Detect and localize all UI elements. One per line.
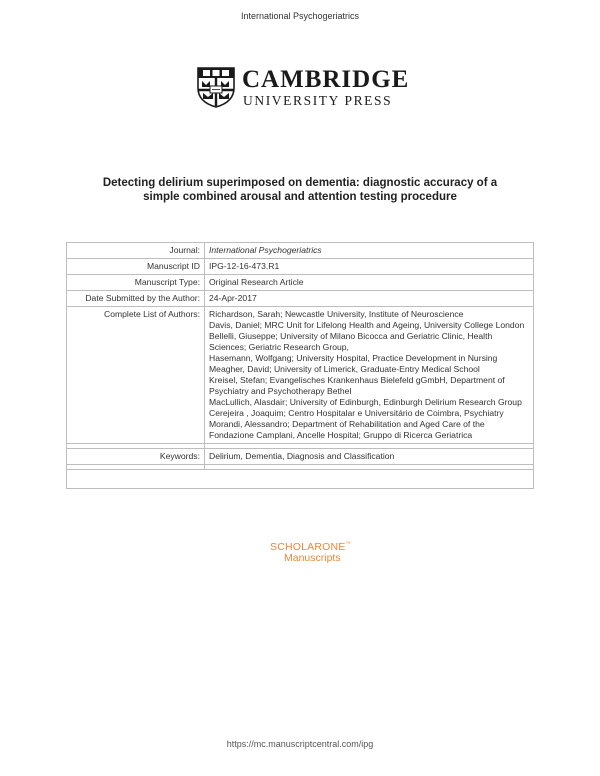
keywords-value: Delirium, Dementia, Diagnosis and Classification	[205, 449, 534, 465]
author-entry: Richardson, Sarah; Newcastle University, Institute of Neuroscience	[209, 309, 464, 319]
author-entry: Morandi, Alessandro; Department of Rehabilitation and Aged Care of the Fondazione Camplani, Ancelle Hospital; Gruppo di Ricerca Geriatrica	[209, 419, 485, 440]
manuscript-id-row	[67, 259, 534, 275]
manuscript-metadata-table	[66, 242, 534, 489]
cambridge-crest-icon	[196, 66, 236, 108]
author-entry: Davis, Daniel; MRC Unit for Lifelong Health and Ageing, University College London	[209, 320, 525, 330]
journal-label: Journal:	[67, 243, 205, 259]
scholarone-logo	[270, 541, 380, 564]
author-entry: Kreisel, Stefan; Evangelisches Krankenhaus Bielefeld gGmbH, Department of Psychiatry and Psychotherapy Bethel	[209, 375, 505, 396]
authors-label: Complete List of Authors:	[67, 307, 205, 444]
manuscript-type-row	[67, 275, 534, 291]
author-entry: Cerejeira , Joaquim; Centro Hospitalar e Universitário de Coimbra, Psychiatry	[209, 408, 504, 418]
author-entry: MacLullich, Alasdair; University of Edinburgh, Edinburgh Delirium Research Group	[209, 397, 522, 407]
author-entry: Meagher, David; University of Limerick, Graduate-Entry Medical School	[209, 364, 480, 374]
cambridge-logo	[196, 66, 416, 110]
running-header: International Psychogeriatrics	[240, 11, 360, 21]
date-submitted-row	[67, 291, 534, 307]
scholarone-subtitle: Manuscripts	[284, 552, 341, 564]
date-submitted-label: Date Submitted by the Author:	[67, 291, 205, 307]
journal-row	[67, 243, 534, 259]
empty-row	[67, 470, 534, 489]
author-entry: Bellelli, Giuseppe; University of Milano Bicocca and Geriatric Clinic, Health Sciences; Geriatric Research Group,	[209, 331, 493, 352]
manuscript-id-label: Manuscript ID	[67, 259, 205, 275]
trademark-symbol: ™	[345, 541, 351, 547]
keywords-row	[67, 449, 534, 465]
keywords-label: Keywords:	[67, 449, 205, 465]
paper-title: Detecting delirium superimposed on dementia: diagnostic accuracy of a simple combined arousal and attention testing procedure	[102, 177, 498, 203]
footer-url: https://mc.manuscriptcentral.com/ipg	[226, 739, 374, 749]
author-entry: Hasemann, Wolfgang; University Hospital, Practice Development in Nursing	[209, 353, 498, 363]
journal-value: International Psychogeriatrics	[205, 243, 534, 259]
publisher-subname: UNIVERSITY PRESS	[243, 93, 393, 108]
date-submitted-value: 24-Apr-2017	[205, 291, 534, 307]
authors-value	[205, 307, 534, 444]
scholarone-name: SCHOLARONE	[270, 541, 346, 553]
manuscript-id-value: IPG-12-16-473.R1	[205, 259, 534, 275]
manuscript-type-value: Original Research Article	[205, 275, 534, 291]
publisher-name: CAMBRIDGE	[242, 66, 410, 93]
authors-row	[67, 307, 534, 444]
manuscript-type-label: Manuscript Type:	[67, 275, 205, 291]
